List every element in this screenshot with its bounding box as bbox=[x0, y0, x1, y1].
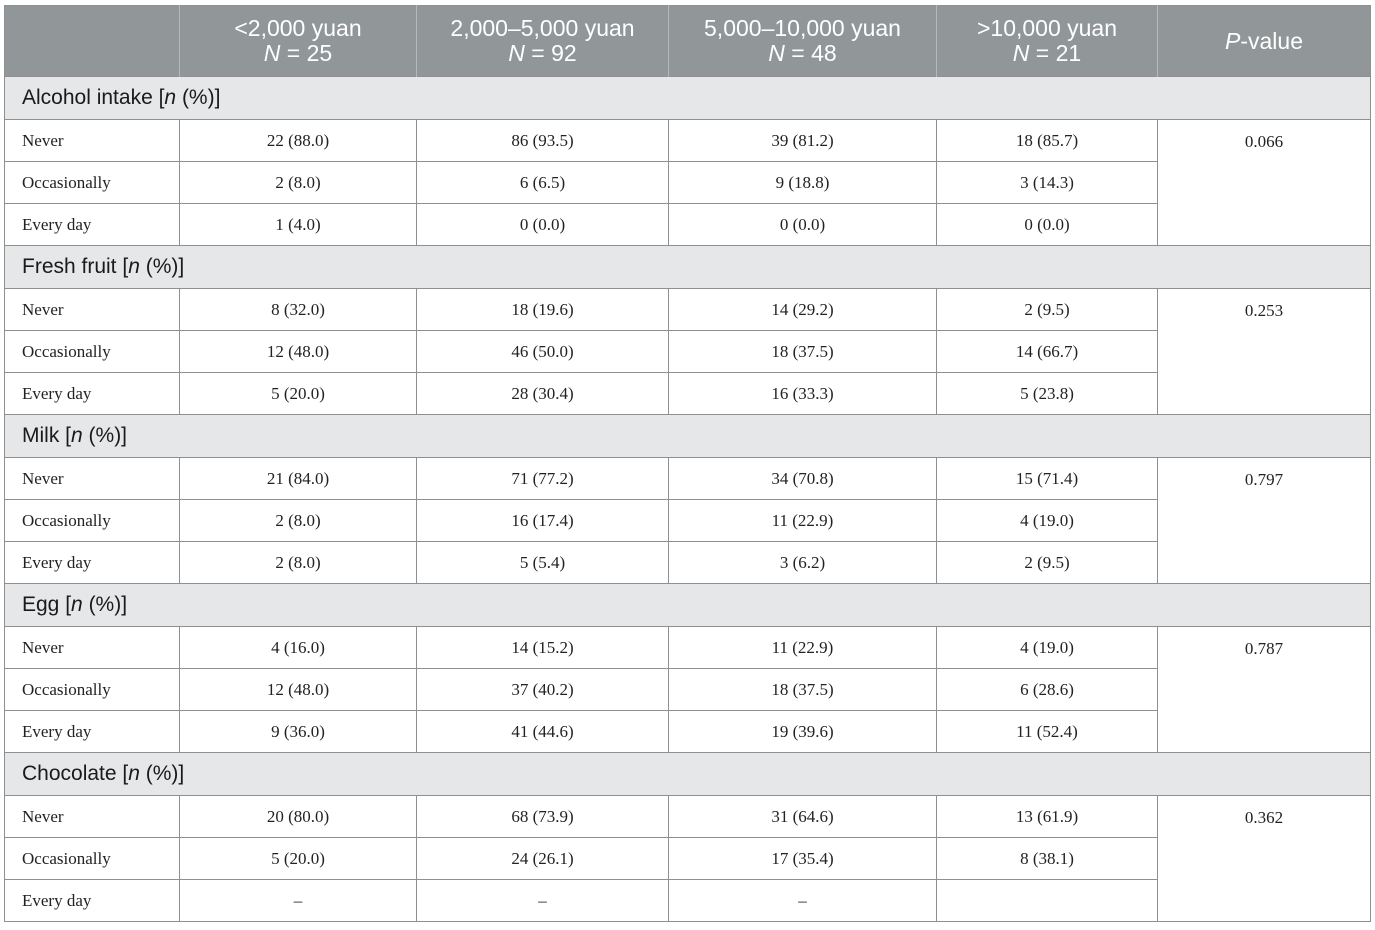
section-title-n: n bbox=[164, 86, 177, 109]
value-cell: – bbox=[669, 880, 937, 922]
value-cell: 0 (0.0) bbox=[937, 204, 1158, 246]
value-cell: 1 (4.0) bbox=[180, 204, 417, 246]
value-cell: 13 (61.9) bbox=[937, 796, 1158, 838]
value-cell: 28 (30.4) bbox=[417, 373, 669, 415]
header-income-col-2: 2,000–5,000 yuan N = 92 bbox=[417, 6, 669, 77]
table-row bbox=[5, 796, 1371, 838]
row-label: Occasionally bbox=[5, 331, 180, 373]
section-title-unit: (%)] bbox=[139, 762, 185, 785]
section-title bbox=[5, 415, 1371, 458]
section-title-text: Fresh fruit bbox=[22, 255, 117, 278]
value-cell: 14 (29.2) bbox=[669, 289, 937, 331]
section-title-unit: (%)] bbox=[139, 255, 185, 278]
value-cell: 11 (52.4) bbox=[937, 711, 1158, 753]
p-value-cell: 0.797 bbox=[1158, 458, 1371, 584]
section-header-row bbox=[5, 415, 1371, 458]
section-title-n: n bbox=[71, 424, 83, 447]
value-cell: 37 (40.2) bbox=[417, 669, 669, 711]
section-title-bracket: [ bbox=[116, 255, 129, 278]
value-cell: 2 (8.0) bbox=[180, 162, 417, 204]
header-pvalue: P-value bbox=[1158, 6, 1371, 77]
value-cell: 4 (19.0) bbox=[937, 627, 1158, 669]
value-cell: 46 (50.0) bbox=[417, 331, 669, 373]
row-label: Never bbox=[5, 796, 180, 838]
value-cell: 12 (48.0) bbox=[180, 331, 417, 373]
row-label: Every day bbox=[5, 880, 180, 922]
section-header-row bbox=[5, 77, 1371, 120]
row-label: Never bbox=[5, 289, 180, 331]
value-cell: – bbox=[180, 880, 417, 922]
value-cell: 18 (19.6) bbox=[417, 289, 669, 331]
value-cell: 17 (35.4) bbox=[669, 838, 937, 880]
p-value-cell: 0.787 bbox=[1158, 627, 1371, 753]
section-title-n: n bbox=[128, 762, 140, 785]
value-cell: 19 (39.6) bbox=[669, 711, 937, 753]
row-label: Every day bbox=[5, 711, 180, 753]
section-title-n: n bbox=[128, 255, 140, 278]
value-cell: 6 (28.6) bbox=[937, 669, 1158, 711]
value-cell: 8 (38.1) bbox=[937, 838, 1158, 880]
value-cell: 2 (9.5) bbox=[937, 289, 1158, 331]
value-cell: 16 (17.4) bbox=[417, 500, 669, 542]
header-blank-cell bbox=[5, 6, 180, 77]
section-header-row bbox=[5, 753, 1371, 796]
section-title bbox=[5, 753, 1371, 796]
value-cell: 9 (36.0) bbox=[180, 711, 417, 753]
value-cell: 20 (80.0) bbox=[180, 796, 417, 838]
value-cell: 68 (73.9) bbox=[417, 796, 669, 838]
value-cell: 22 (88.0) bbox=[180, 120, 417, 162]
value-cell: 15 (71.4) bbox=[937, 458, 1158, 500]
row-label: Never bbox=[5, 627, 180, 669]
row-label: Occasionally bbox=[5, 500, 180, 542]
value-cell: 6 (6.5) bbox=[417, 162, 669, 204]
section-title-text: Milk bbox=[22, 424, 60, 447]
section-title-text: Alcohol intake bbox=[22, 86, 153, 109]
value-cell: 4 (16.0) bbox=[180, 627, 417, 669]
header-income-col-3: 5,000–10,000 yuan N = 48 bbox=[669, 6, 937, 77]
section-title-bracket: [ bbox=[59, 593, 72, 616]
section-header-row bbox=[5, 584, 1371, 627]
value-cell: 14 (15.2) bbox=[417, 627, 669, 669]
value-cell: – bbox=[417, 880, 669, 922]
section-title-bracket: [ bbox=[59, 424, 71, 447]
section-title bbox=[5, 246, 1371, 289]
table-row bbox=[5, 458, 1371, 500]
value-cell: 21 (84.0) bbox=[180, 458, 417, 500]
section-title-text: Chocolate bbox=[22, 762, 117, 785]
row-label: Every day bbox=[5, 204, 180, 246]
value-cell: 31 (64.6) bbox=[669, 796, 937, 838]
value-cell: 3 (14.3) bbox=[937, 162, 1158, 204]
value-cell: 11 (22.9) bbox=[669, 500, 937, 542]
value-cell: 39 (81.2) bbox=[669, 120, 937, 162]
row-label: Never bbox=[5, 458, 180, 500]
row-label: Occasionally bbox=[5, 162, 180, 204]
value-cell: 5 (23.8) bbox=[937, 373, 1158, 415]
value-cell: 0 (0.0) bbox=[669, 204, 937, 246]
value-cell: 0 (0.0) bbox=[417, 204, 669, 246]
value-cell: 5 (5.4) bbox=[417, 542, 669, 584]
section-title-unit: (%)] bbox=[176, 86, 221, 109]
value-cell: 3 (6.2) bbox=[669, 542, 937, 584]
value-cell: 24 (26.1) bbox=[417, 838, 669, 880]
value-cell: 16 (33.3) bbox=[669, 373, 937, 415]
value-cell: 5 (20.0) bbox=[180, 838, 417, 880]
value-cell: 4 (19.0) bbox=[937, 500, 1158, 542]
row-label: Occasionally bbox=[5, 838, 180, 880]
value-cell: 5 (20.0) bbox=[180, 373, 417, 415]
section-title-unit: (%)] bbox=[82, 424, 128, 447]
value-cell: 34 (70.8) bbox=[669, 458, 937, 500]
value-cell: 9 (18.8) bbox=[669, 162, 937, 204]
value-cell: 86 (93.5) bbox=[417, 120, 669, 162]
row-label: Every day bbox=[5, 542, 180, 584]
section-title bbox=[5, 77, 1371, 120]
table-header-row bbox=[5, 6, 1371, 77]
value-cell: 2 (8.0) bbox=[180, 500, 417, 542]
section-title-unit: (%)] bbox=[82, 593, 128, 616]
header-income-col-4: >10,000 yuan N = 21 bbox=[937, 6, 1158, 77]
section-title-bracket: [ bbox=[152, 86, 165, 109]
p-value-cell: 0.066 bbox=[1158, 120, 1371, 246]
table-row bbox=[5, 289, 1371, 331]
row-label: Occasionally bbox=[5, 669, 180, 711]
p-value-cell: 0.362 bbox=[1158, 796, 1371, 922]
section-title-bracket: [ bbox=[116, 762, 129, 785]
p-value-cell: 0.253 bbox=[1158, 289, 1371, 415]
section-header-row bbox=[5, 246, 1371, 289]
value-cell: 18 (85.7) bbox=[937, 120, 1158, 162]
table-row bbox=[5, 120, 1371, 162]
value-cell: 2 (9.5) bbox=[937, 542, 1158, 584]
value-cell: 11 (22.9) bbox=[669, 627, 937, 669]
value-cell: 18 (37.5) bbox=[669, 331, 937, 373]
value-cell: 8 (32.0) bbox=[180, 289, 417, 331]
row-label: Never bbox=[5, 120, 180, 162]
section-title-text: Egg bbox=[22, 593, 60, 616]
header-income-col-1: <2,000 yuan N = 25 bbox=[180, 6, 417, 77]
income-diet-table bbox=[4, 5, 1371, 922]
table-body bbox=[5, 77, 1371, 922]
value-cell: 2 (8.0) bbox=[180, 542, 417, 584]
value-cell: 18 (37.5) bbox=[669, 669, 937, 711]
table-row bbox=[5, 627, 1371, 669]
value-cell: 12 (48.0) bbox=[180, 669, 417, 711]
row-label: Every day bbox=[5, 373, 180, 415]
value-cell: 41 (44.6) bbox=[417, 711, 669, 753]
section-title bbox=[5, 584, 1371, 627]
section-title-n: n bbox=[71, 593, 83, 616]
value-cell bbox=[937, 880, 1158, 922]
value-cell: 71 (77.2) bbox=[417, 458, 669, 500]
value-cell: 14 (66.7) bbox=[937, 331, 1158, 373]
